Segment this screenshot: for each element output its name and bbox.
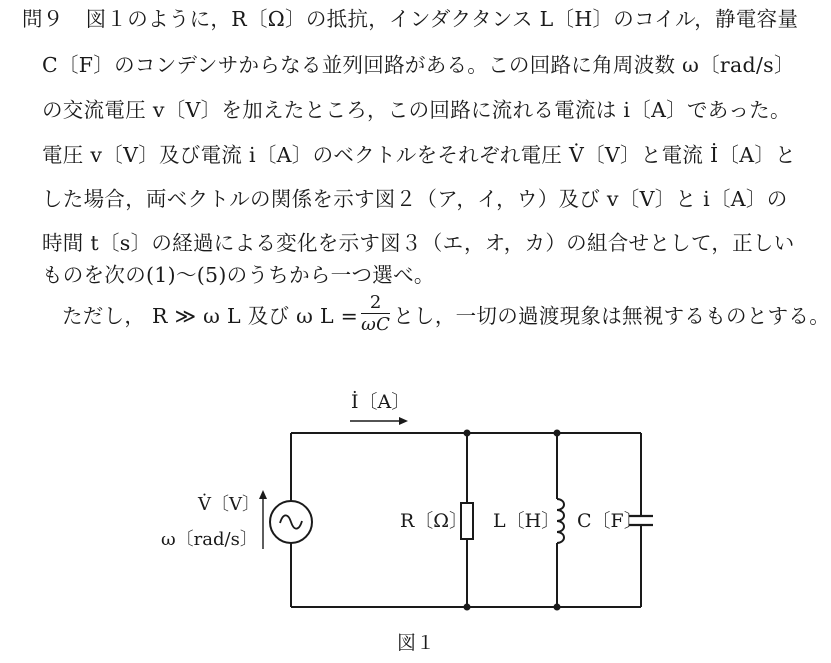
problem-line-3: の交流電圧 v〔V〕を加えたところ，この回路に流れる電流は i〔A〕であった。 — [42, 98, 791, 122]
resistor-label: R〔Ω〕 — [400, 510, 469, 532]
current-arrow-head — [399, 417, 408, 425]
fraction-numerator: 2 — [361, 293, 390, 314]
capacitor-label: C〔F〕 — [577, 510, 643, 532]
condition-text-after: とし，一切の過渡現象は無視するものとする。 — [393, 304, 831, 328]
voltage-label: V̇〔V〕 — [198, 494, 260, 515]
problem-number: 問９ — [22, 7, 64, 31]
voltage-arrow-head — [259, 490, 267, 499]
junction-dot — [554, 430, 561, 437]
junction-dot — [554, 604, 561, 611]
problem-text-1: 図１のように，R〔Ω〕の抵抗，インダクタンス L〔H〕のコイル，静電容量 — [85, 7, 799, 31]
inductor-label: L〔H〕 — [493, 510, 561, 532]
problem-line-7: ものを次の(1)～(5)のうちから一つ選べ。 — [42, 263, 435, 287]
condition-text-before: ただし， R ≫ ω L 及び ω L = — [62, 304, 359, 328]
figure-caption: 図１ — [397, 632, 436, 654]
junction-dot — [464, 430, 471, 437]
fraction-denominator: ωC — [361, 314, 391, 335]
current-label: İ〔A〕 — [351, 391, 411, 413]
problem-line-2: C〔F〕のコンデンサからなる並列回路がある。この回路に角周波数 ω〔rad/s〕 — [42, 53, 795, 77]
problem-line-4: 電圧 v〔V〕及び電流 i〔A〕のベクトルをそれぞれ電圧 V̇〔V〕と電流 İ〔A〕と — [42, 143, 796, 167]
junction-dot — [464, 604, 471, 611]
problem-line-5: した場合，両ベクトルの関係を示す図２（ア，イ，ウ）及び v〔V〕と i〔A〕の — [42, 187, 788, 211]
problem-line-6: 時間 t〔s〕の経過による変化を示す図３（エ，オ，カ）の組合せとして，正しい — [42, 231, 795, 255]
omega-label: ω〔rad/s〕 — [161, 529, 258, 550]
